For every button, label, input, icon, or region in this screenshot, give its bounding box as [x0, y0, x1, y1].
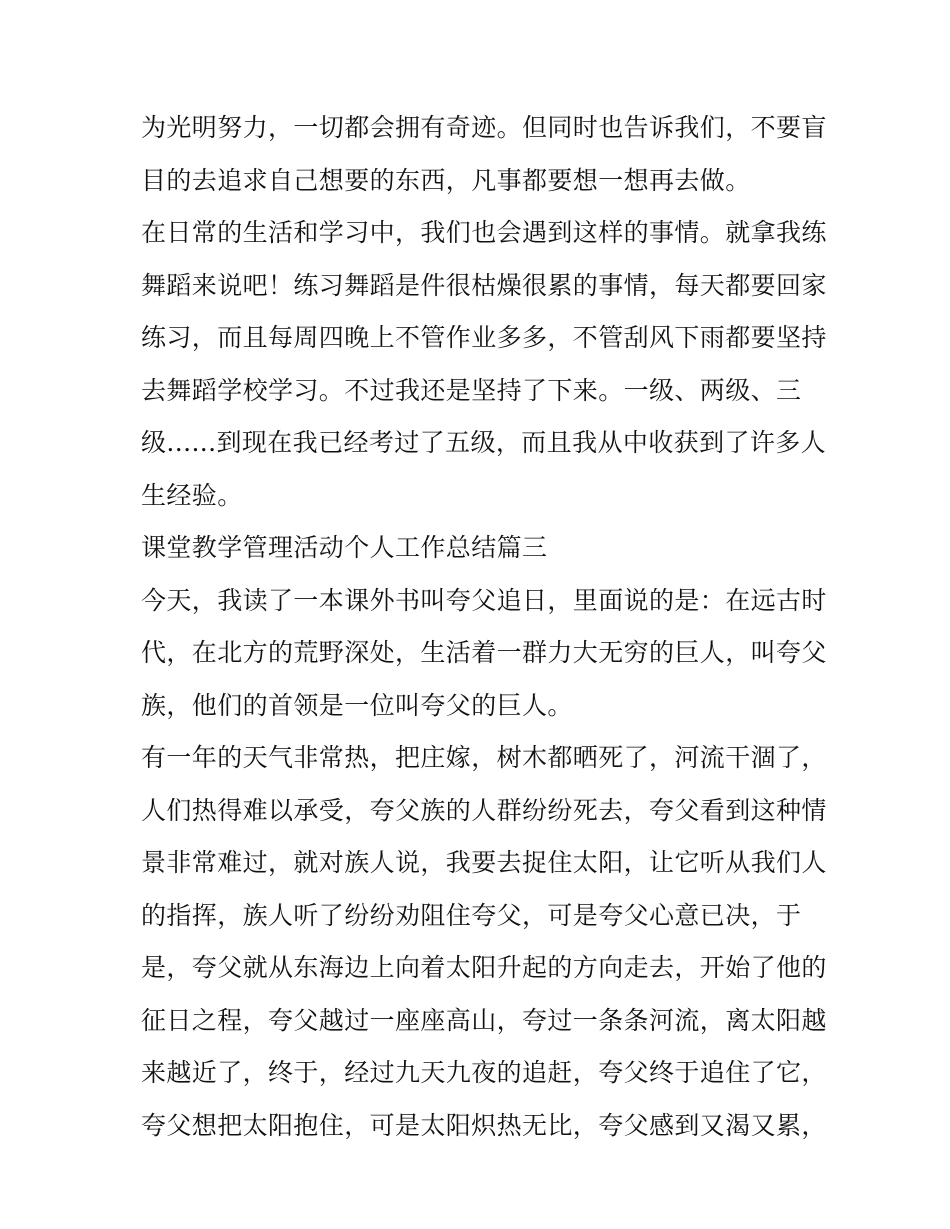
text-line: 有一年的天气非常热，把庄嫁，树木都晒死了，河流干涸了， [141, 743, 827, 772]
text-line: 级......到现在我已经考过了五级，而且我从中收获到了许多人 [141, 428, 827, 457]
text-line: 为光明努力，一切都会拥有奇迹。但同时也告诉我们，不要盲 [141, 113, 827, 142]
document-body [141, 102, 827, 1152]
text-line: 景非常难过，就对族人说，我要去捉住太阳，让它听从我们人 [141, 848, 827, 877]
text-line: 代，在北方的荒野深处，生活着一群力大无穷的巨人，叫夸父 [141, 638, 827, 667]
text-line: 的指挥，族人听了纷纷劝阻住夸父，可是夸父心意已决，于 [141, 900, 802, 930]
text-line: 生经验。 [141, 480, 243, 510]
text-line: 今天，我读了一本课外书叫夸父追日，里面说的是：在远古时 [141, 585, 827, 615]
text-line: 族，他们的首领是一位叫夸父的巨人。 [141, 690, 573, 720]
text-line: 夸父想把太阳抱住，可是太阳炽热无比，夸父感到又渴又累， [141, 1110, 827, 1140]
text-line: 练习，而且每周四晚上不管作业多多，不管刮风下雨都要坚持 [141, 323, 827, 352]
text-line: 去舞蹈学校学习。不过我还是坚持了下来。一级、两级、三 [141, 375, 802, 405]
text-line: 来越近了，终于，经过九天九夜的追赶，夸父终于追住了它， [141, 1058, 827, 1087]
text-line: 人们热得难以承受，夸父族的人群纷纷死去，夸父看到这种情 [141, 795, 827, 825]
text-line: 舞蹈来说吧！练习舞蹈是件很枯燥很累的事情，每天都要回家 [141, 270, 827, 300]
text-line: 征日之程，夸父越过一座座高山，夸过一条条河流，离太阳越 [141, 1005, 827, 1035]
text-line: 在日常的生活和学习中，我们也会遇到这样的事情。就拿我练 [141, 218, 827, 247]
text-line: 是，夸父就从东海边上向着太阳升起的方向走去，开始了他的 [141, 953, 827, 982]
section-heading: 课堂教学管理活动个人工作总结篇三 [141, 533, 548, 562]
text-line: 目的去追求自己想要的东西，凡事都要想一想再去做。 [141, 165, 751, 195]
